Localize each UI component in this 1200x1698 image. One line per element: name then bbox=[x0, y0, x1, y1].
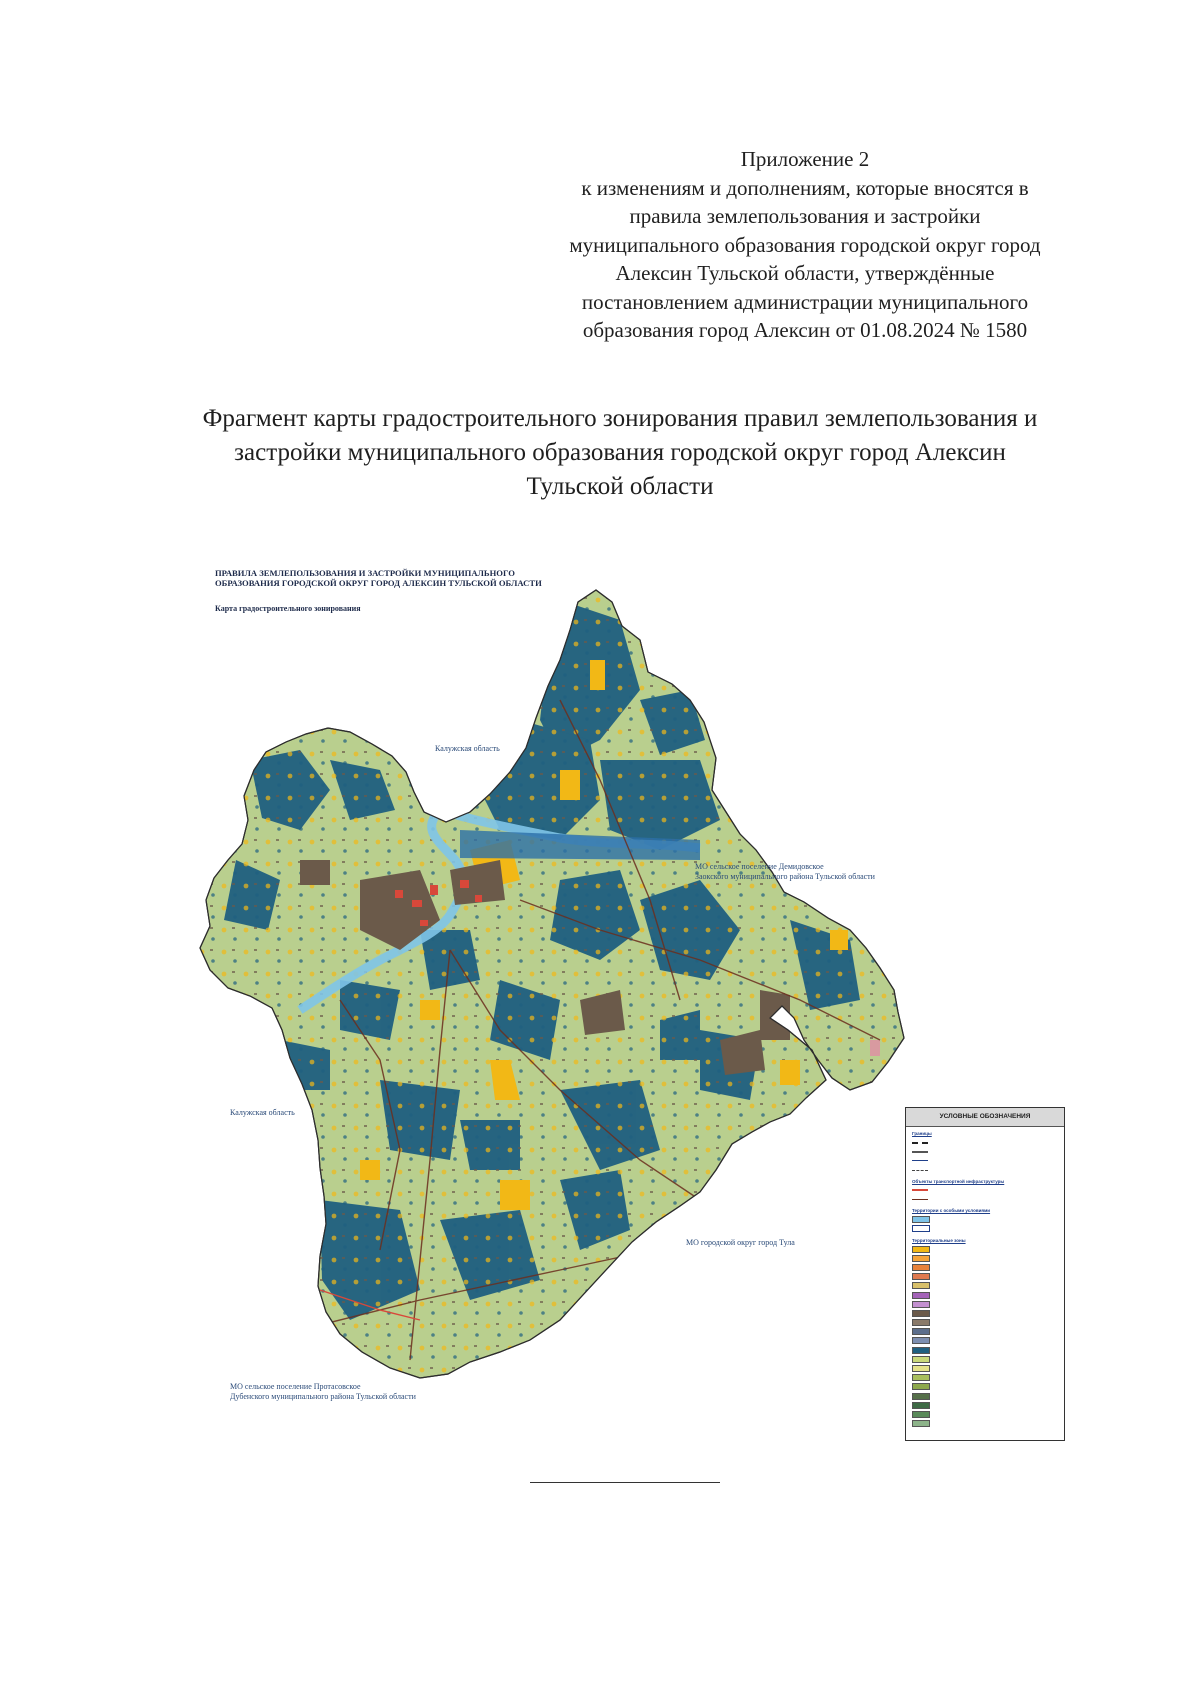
legend-zone-swatch bbox=[912, 1246, 930, 1253]
legend-zone-swatch bbox=[912, 1402, 930, 1409]
title-line: Тульской области bbox=[526, 473, 714, 500]
legend-zone-row bbox=[912, 1392, 1064, 1401]
legend-zone-swatch bbox=[912, 1420, 930, 1427]
legend-swatch bbox=[912, 1225, 930, 1232]
legend-zone-row bbox=[912, 1318, 1064, 1327]
legend-zone-row bbox=[912, 1382, 1064, 1391]
legend-zone-row bbox=[912, 1327, 1064, 1336]
legend-swatch bbox=[912, 1216, 930, 1223]
legend-zone-swatch bbox=[912, 1310, 930, 1317]
legend-line-row bbox=[912, 1138, 1064, 1147]
legend-zone-row bbox=[912, 1364, 1064, 1373]
legend-zone-swatch bbox=[912, 1328, 930, 1335]
legend-zone-row bbox=[912, 1336, 1064, 1345]
legend-zone-row bbox=[912, 1263, 1064, 1272]
legend-swatch-row bbox=[912, 1224, 1064, 1233]
map-legend bbox=[905, 1107, 1065, 1441]
legend-zone-row bbox=[912, 1346, 1064, 1355]
legend-zone-swatch bbox=[912, 1337, 930, 1344]
legend-line-symbol bbox=[912, 1151, 928, 1153]
label-tula: МО городской округ город Тула bbox=[686, 1238, 795, 1247]
legend-zone-swatch bbox=[912, 1301, 930, 1308]
label-protasovskoe bbox=[230, 1382, 416, 1402]
label-line: МО сельское поселение Демидовское bbox=[695, 862, 824, 871]
map-subtitle: Карта градостроительного зонирования bbox=[215, 604, 361, 613]
label-line: Заокского муниципального района Тульской области bbox=[695, 872, 875, 881]
map-heading-line: ОБРАЗОВАНИЯ ГОРОДСКОЙ ОКРУГ ГОРОД АЛЕКСИН ТУЛЬСКОЙ ОБЛАСТИ bbox=[215, 578, 542, 588]
legend-line-row bbox=[912, 1166, 1064, 1175]
legend-zone-swatch bbox=[912, 1411, 930, 1418]
legend-zone-row bbox=[912, 1254, 1064, 1263]
legend-line-symbol bbox=[912, 1142, 928, 1144]
legend-section: Границы bbox=[912, 1131, 932, 1136]
legend-zone-row bbox=[912, 1419, 1064, 1428]
appendix-line: к изменениям и дополнениям, которые вносятся в bbox=[581, 175, 1029, 200]
page-divider bbox=[530, 1482, 720, 1483]
legend-line-row bbox=[912, 1186, 1064, 1195]
title-line: Фрагмент карты градостроительного зонирования правил землепользования и bbox=[202, 405, 1038, 432]
appendix-line: правила землепользования и застройки bbox=[629, 204, 981, 228]
legend-zone-row bbox=[912, 1245, 1064, 1254]
title-line: застройки муниципального образования городской округ город Алексин bbox=[234, 439, 1006, 466]
legend-zone-swatch bbox=[912, 1393, 930, 1400]
legend-section: Территории с особыми условиями bbox=[912, 1208, 991, 1214]
legend-zone-swatch bbox=[912, 1347, 930, 1354]
legend-zone-row bbox=[912, 1410, 1064, 1419]
legend-zone-swatch bbox=[912, 1356, 930, 1363]
appendix-line: постановлением администрации муниципального bbox=[581, 289, 1029, 314]
label-demidovskoe bbox=[695, 862, 875, 882]
legend-zone-swatch bbox=[912, 1273, 930, 1280]
label-kaluga-north: Калужская область bbox=[435, 744, 500, 753]
label-line: Дубенского муниципального района Тульской области bbox=[230, 1392, 416, 1401]
legend-line-symbol bbox=[912, 1170, 928, 1171]
legend-zone-swatch bbox=[912, 1383, 930, 1390]
legend-line-row bbox=[912, 1156, 1064, 1165]
legend-line-row bbox=[912, 1147, 1064, 1156]
appendix-line: муниципального образования городской округ город bbox=[569, 232, 1041, 257]
legend-line-symbol bbox=[912, 1199, 928, 1200]
legend-zone-swatch bbox=[912, 1365, 930, 1372]
label-line: МО сельское поселение Протасовское bbox=[230, 1382, 361, 1391]
legend-zone-row bbox=[912, 1290, 1064, 1299]
legend-zone-list bbox=[906, 1245, 1064, 1429]
legend-section: Территориальные зоны bbox=[912, 1237, 966, 1243]
legend-zone-row bbox=[912, 1309, 1064, 1318]
label-kaluga-west: Калужская область bbox=[230, 1108, 295, 1117]
appendix-line: Приложение 2 bbox=[740, 147, 870, 171]
legend-zone-swatch bbox=[912, 1255, 930, 1262]
appendix-line: Алексин Тульской области, утверждённые bbox=[615, 261, 995, 285]
legend-zone-row bbox=[912, 1281, 1064, 1290]
legend-line-symbol bbox=[912, 1189, 928, 1191]
appendix-line: образования город Алексин от 01.08.2024 № 1580 bbox=[582, 318, 1028, 342]
map-heading bbox=[215, 568, 595, 588]
legend-line-symbol bbox=[912, 1160, 928, 1161]
legend-zone-swatch bbox=[912, 1374, 930, 1381]
legend-zone-row bbox=[912, 1401, 1064, 1410]
legend-zone-row bbox=[912, 1272, 1064, 1281]
legend-zone-row bbox=[912, 1300, 1064, 1309]
legend-zone-row bbox=[912, 1355, 1064, 1364]
legend-section: Объекты транспортной инфраструктуры bbox=[912, 1178, 1005, 1184]
map-heading-line: ПРАВИЛА ЗЕМЛЕПОЛЬЗОВАНИЯ И ЗАСТРОЙКИ МУНИЦИПАЛЬНОГО bbox=[215, 568, 515, 578]
legend-zone-swatch bbox=[912, 1319, 930, 1326]
legend-line-row bbox=[912, 1195, 1064, 1204]
legend-zone-swatch bbox=[912, 1292, 930, 1299]
legend-swatch-row bbox=[912, 1215, 1064, 1224]
legend-zone-swatch bbox=[912, 1282, 930, 1289]
legend-zone-swatch bbox=[912, 1264, 930, 1271]
legend-title: УСЛОВНЫЕ ОБОЗНАЧЕНИЯ bbox=[906, 1108, 1064, 1127]
legend-zone-row bbox=[912, 1373, 1064, 1382]
